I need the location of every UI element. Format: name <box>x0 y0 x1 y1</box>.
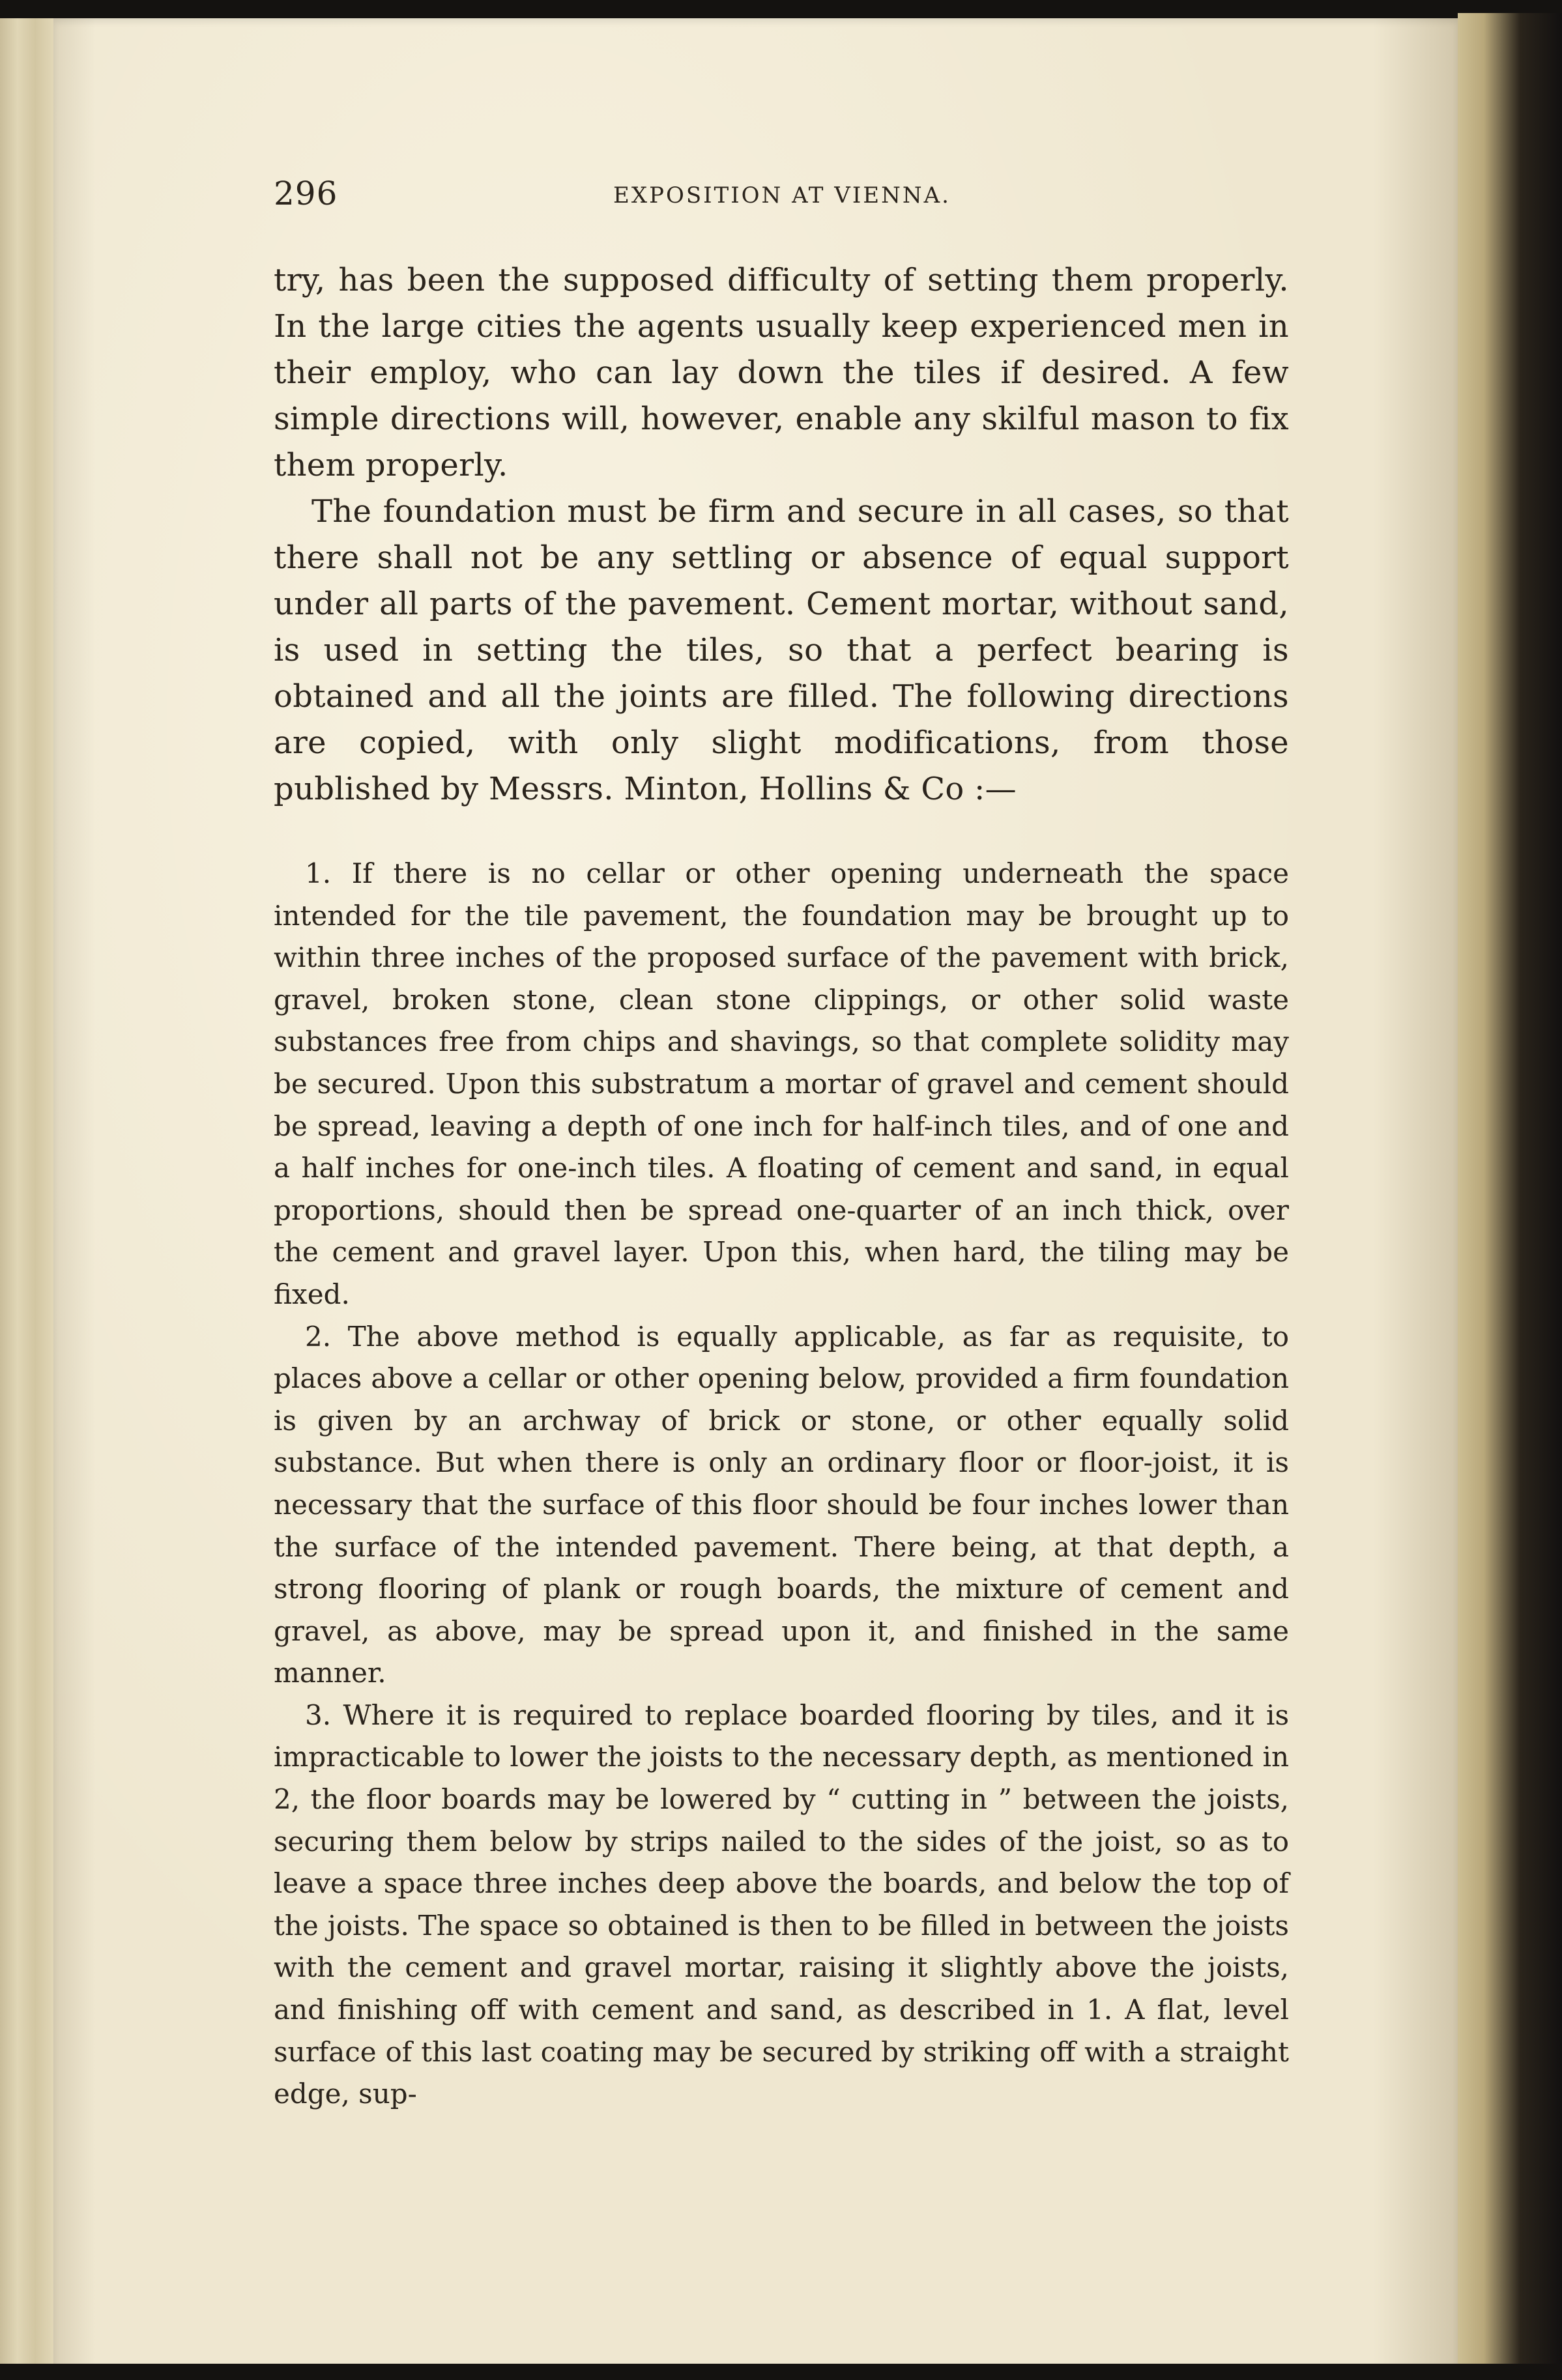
scan-bottom-border <box>0 2364 1562 2380</box>
book-fore-edge <box>1458 13 1562 2365</box>
direction-text: The above method is equally applicable, as far as requisite, to places above a cellar or other opening below, provided a firm foundation is given by an archway of brick or stone, or other equally solid substance. But when there is only an ordinary floor or floor-joist, it is necessary that the surface of this floor should be four inches lower than the surface of the intended pavement. There being, at that depth, a strong flooring of plank or rough boards, the mixture of cement and gravel, as above, may be spread upon it, and finished in the same manner. <box>274 1320 1289 1689</box>
direction-item-1 <box>274 853 1289 1316</box>
direction-text: Where it is required to replace boarded flooring by tiles, and it is impracticable to lower the joists to the necessary depth, as mentioned in 2, the floor boards may be lowered by “ cutting in ” between the joists, securing them below by strips nailed to the sides of the joist, so as to leave a space three inches deep above the boards, and below the top of the joists. The space so obtained is then to be filled in between the joists with the cement and gravel mortar, raising it slightly above the joists, and finishing off with cement and sand, as described in 1. A flat, level surface of this last coating may be secured by striking off with a straight edge, sup- <box>274 1699 1289 2110</box>
direction-number: 1. <box>305 857 332 889</box>
page-header <box>274 175 1290 214</box>
paragraph-continued: try, has been the supposed difficulty of setting them properly. In the large cities the agents usually keep experienced men in their employ, who can lay down the tiles if desired. A few simple directions will, however, enable any skilful mason to fix them properly. <box>274 262 1289 483</box>
direction-number: 3. <box>305 1699 332 1731</box>
direction-item-2 <box>274 1316 1289 1695</box>
directions-list <box>274 853 1289 2115</box>
body-text <box>274 257 1289 2115</box>
page-number: 296 <box>274 175 338 212</box>
page-stack-edge <box>0 18 59 2364</box>
running-head: EXPOSITION AT VIENNA. <box>613 182 951 208</box>
direction-item-3 <box>274 1695 1289 2115</box>
direction-number: 2. <box>305 1320 332 1353</box>
scan-top-border <box>0 0 1562 20</box>
paragraph-foundation: The foundation must be firm and secure in all cases, so that there shall not be any settling or absence of equal support under all parts of the pavement. Cement mortar, without sand, is used in setting the tiles, so that a perfect bearing is obtained and all the joints are filled. The following directions are copied, with only slight modifications, from those published by Messrs. Minton, Hollins & Co :— <box>274 493 1289 807</box>
direction-text: If there is no cellar or other opening underneath the space intended for the tile pavement, the foundation may be brought up to within three inches of the proposed surface of the pavement with brick, gravel, broken stone, clean stone clippings, or other solid waste substances free from chips and shavings, so that complete solidity may be secured. Upon this substratum a mortar of gravel and cement should be spread, leaving a depth of one inch for half-inch tiles, and of one and a half inches for one-inch tiles. A floating of cement and sand, in equal proportions, should then be spread one-quarter of an inch thick, over the cement and gravel layer. Upon this, when hard, the tiling may be fixed. <box>274 857 1289 1310</box>
